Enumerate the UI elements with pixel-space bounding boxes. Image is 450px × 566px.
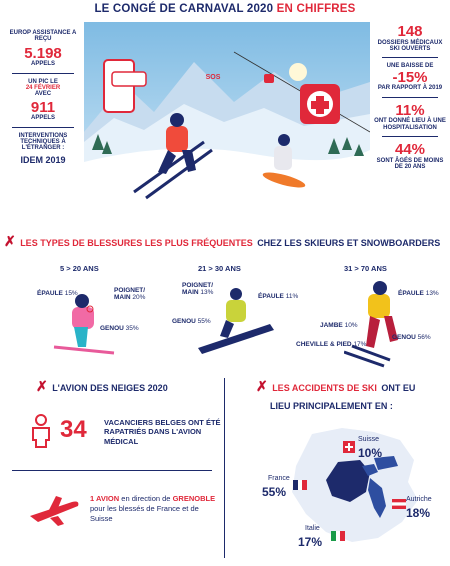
sos-bubble (112, 72, 146, 86)
right-stats (374, 24, 446, 170)
medical-value: 148 (397, 23, 423, 40)
peak-caption: UN PIC LE 24 FÉVRIER AVEC (25, 78, 61, 98)
country-pct: 17% (298, 535, 323, 549)
page-title: LE CONGÉ DE CARNAVAL 2020 EN CHIFFRES (94, 3, 356, 15)
divider (12, 127, 74, 128)
x-marker-icon: ✗ (256, 378, 268, 394)
divider (382, 57, 438, 58)
young-value: 44% (394, 141, 426, 159)
europ-caption: EUROP ASSISTANCE A REÇU (9, 30, 77, 43)
medical-caption: DOSSIERS MÉDICAUX SKI OUVERTS (377, 39, 443, 53)
italian-flag-icon (331, 531, 345, 541)
age-group-label: 21 > 30 ANS (198, 264, 241, 273)
gondola-icon (264, 74, 274, 83)
divider (12, 470, 212, 471)
peak-unit: APPELS (30, 115, 55, 122)
injury-label: POIGNET/ MAIN 13% (182, 282, 214, 296)
country-name: France (268, 475, 290, 482)
plane-caption: 1 AVION en direction de GRENOBLE pour les blessés de France et de Suisse (90, 494, 216, 524)
x-marker-icon: ✗ (4, 233, 16, 249)
plane-section-title: ✗ L'AVION DES NEIGES 2020 (36, 378, 168, 394)
divider (12, 73, 74, 74)
decrease-value: -15% (392, 68, 428, 86)
french-flag-icon (293, 480, 307, 490)
divider (382, 136, 438, 137)
decrease-caption-1: UNE BAISSE DE (386, 63, 434, 70)
injury-label: GENOU 56% (392, 334, 431, 341)
left-stats (4, 30, 82, 166)
ski-scene-illustration (84, 22, 370, 206)
country-pct: 18% (406, 506, 431, 520)
hospital-value: 11% (395, 101, 425, 119)
decrease-caption-2: PAR RAPPORT À 2019 (377, 85, 443, 92)
ski-scene (84, 22, 370, 206)
divider (382, 97, 438, 98)
calls-unit: APPELS (30, 61, 55, 68)
injury-label: GENOU 55% (172, 318, 211, 325)
hospital-caption: ONT DONNÉ LIEU À UNE HOSPITALISATION (374, 118, 446, 131)
injury-label: ÉPAULE 13% (398, 290, 439, 297)
repatriated-caption: VACANCIERS BELGES ONT ÉTÉ RAPATRIÉS DANS L'AVION MÉDICAL (104, 418, 221, 446)
sun-icon (289, 63, 307, 81)
injury-label: ÉPAULE 15% (37, 290, 78, 297)
age-group-label: 31 > 70 ANS (344, 264, 387, 273)
x-marker-icon: ✗ (36, 378, 48, 394)
age-group-label: 5 > 20 ANS (60, 264, 99, 273)
austrian-flag-icon (392, 499, 406, 509)
young-caption: SONT ÂGÉS DE MOINS DE 20 ANS (376, 157, 444, 171)
interventions-caption: INTERVENTIONS TECHNIQUES À L'ÉTRANGER : (18, 132, 68, 152)
country-pct: 10% (358, 446, 383, 460)
person-icon (30, 414, 52, 448)
peak-value: 911 (30, 98, 56, 116)
country-name: Autriche (406, 496, 432, 503)
injury-label: CHEVILLE & PIED 17% (296, 341, 367, 348)
section-divider (224, 378, 225, 558)
injury-label: POIGNET/ MAIN 20% (114, 287, 146, 301)
calls-value: 5.198 (24, 44, 62, 62)
swiss-flag-icon (343, 441, 355, 453)
plane-icon (28, 494, 80, 528)
country-name: Italie (305, 525, 320, 532)
injury-label: ÉPAULE 11% (258, 293, 299, 300)
accidents-title: ✗ LES ACCIDENTS DE SKI ONT EU LIEU PRINCIPALEMENT EN : (256, 378, 416, 411)
interventions-value: IDEM 2019 (20, 155, 66, 166)
injuries-title: ✗ LES TYPES DE BLESSURES LES PLUS FRÉQUENTES CHEZ LES SKIEURS ET SNOWBOARDERS (4, 233, 441, 249)
injury-label: GENOU 35% (100, 325, 139, 332)
country-name: Suisse (358, 436, 380, 443)
injury-label: JAMBE 10% (320, 322, 358, 329)
sos-text: SOS (205, 74, 221, 81)
repatriated-count: 34 (60, 416, 87, 443)
country-pct: 55% (262, 485, 287, 499)
